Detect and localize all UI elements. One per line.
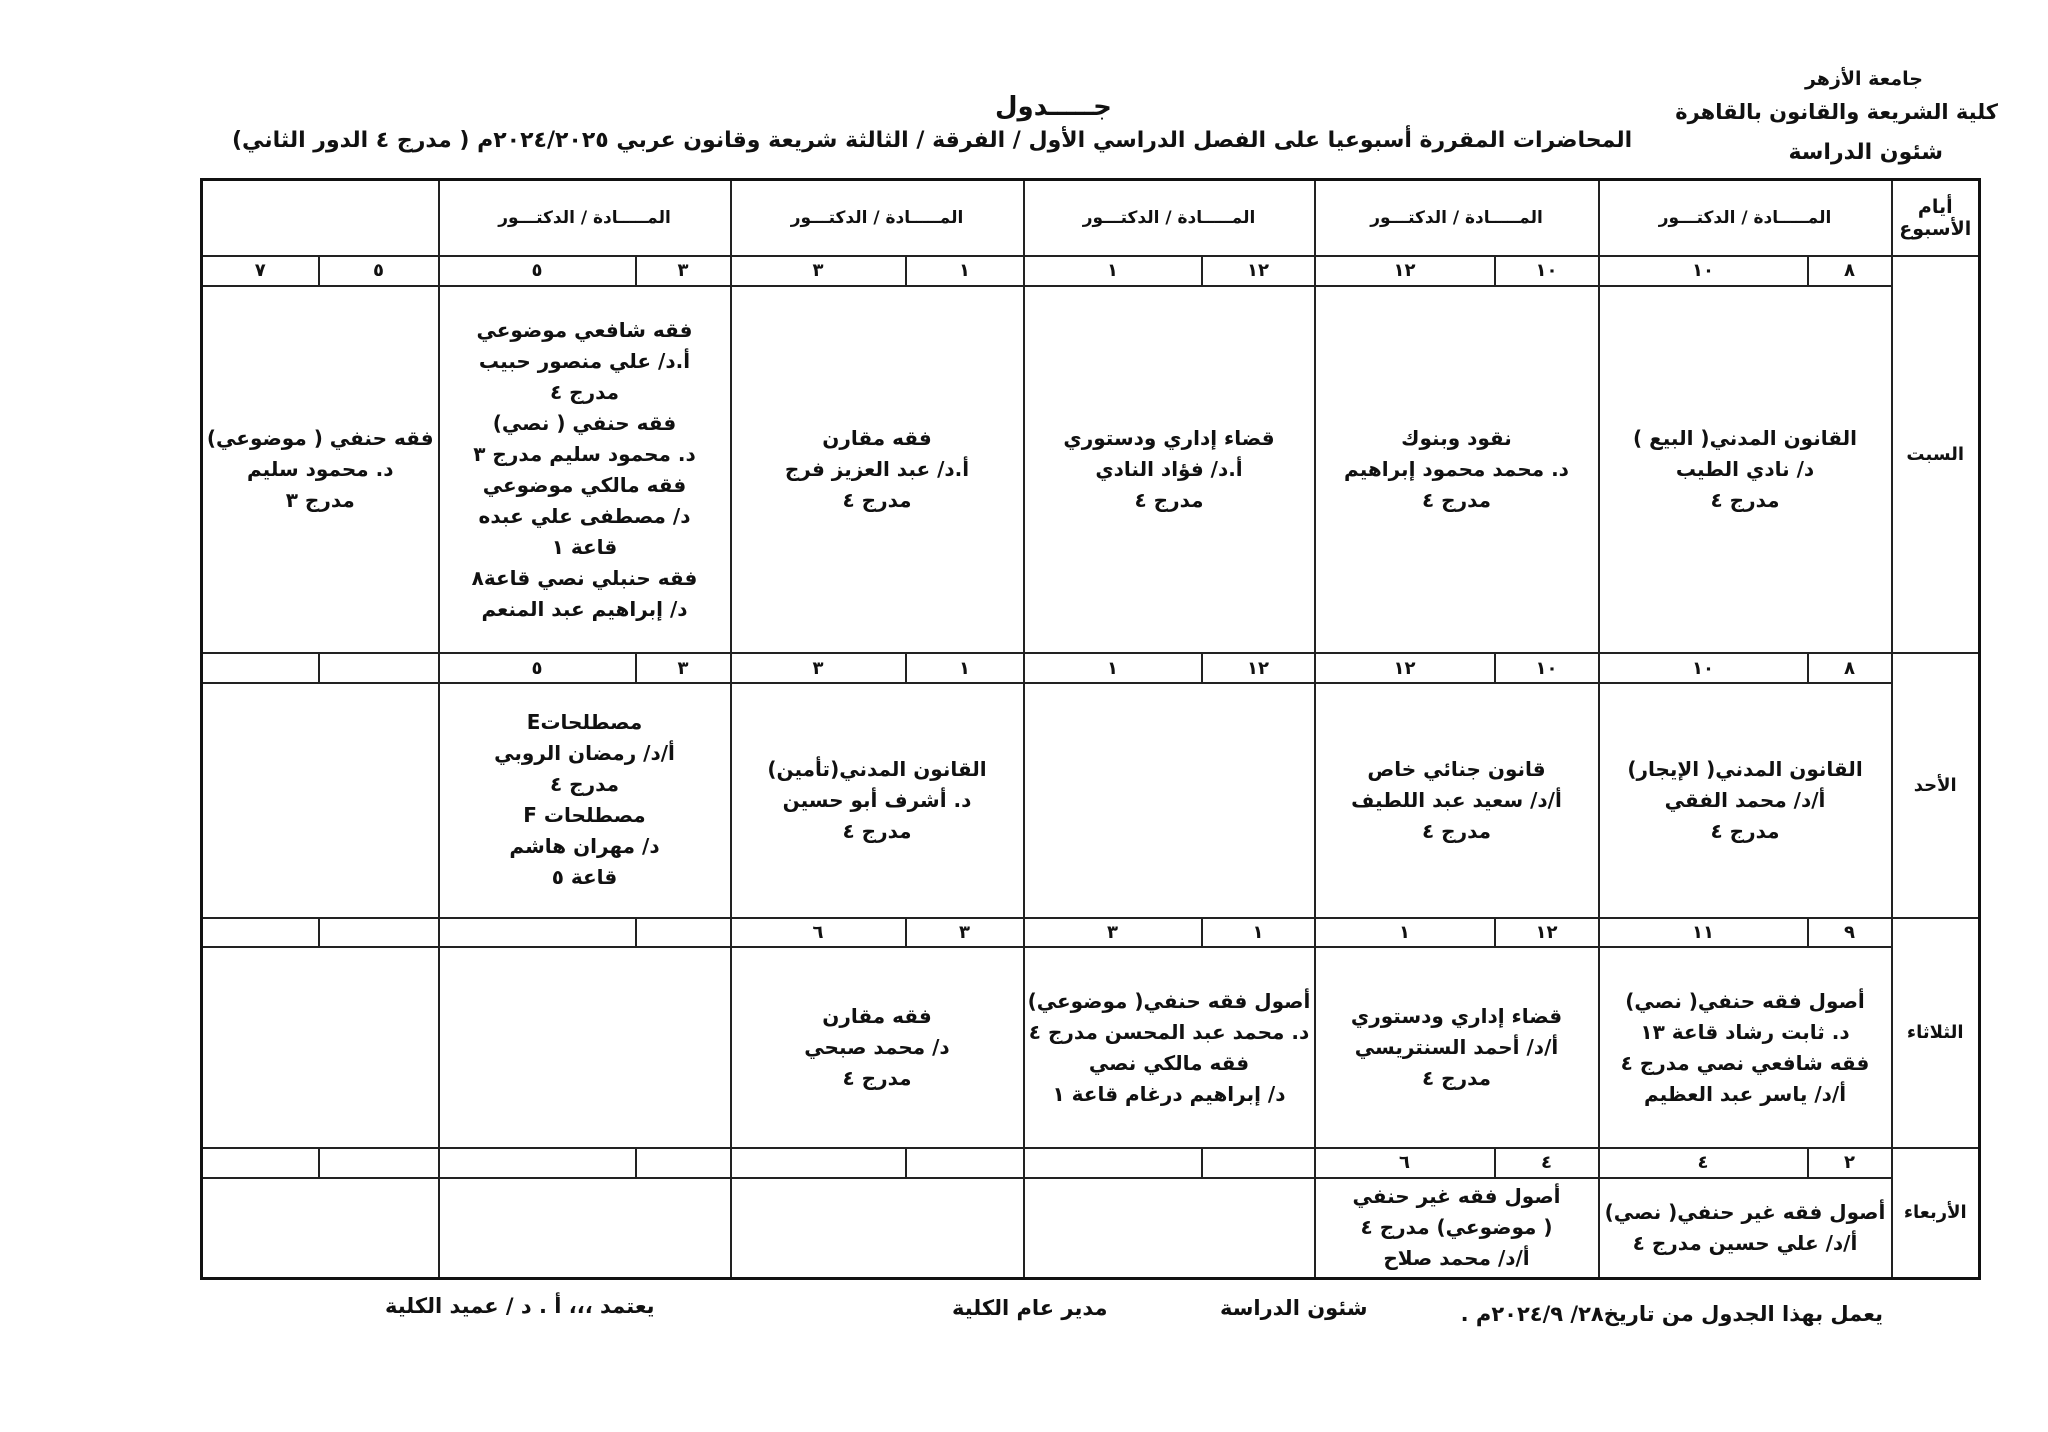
session-line: القانون المدني(تأمين) xyxy=(767,756,987,781)
session-cell xyxy=(202,683,439,918)
session-cell xyxy=(1315,947,1599,1148)
session-cell xyxy=(439,286,731,654)
time-cell xyxy=(636,918,731,948)
day-row-saturday xyxy=(202,286,1980,654)
time-row xyxy=(202,1148,1980,1178)
time-cell xyxy=(319,653,439,683)
session-line: فقه حنبلي نصي قاعة٨ xyxy=(471,565,698,590)
time-cell: ٣ xyxy=(906,918,1024,948)
session-cell xyxy=(1024,947,1315,1148)
session-line: أ/د/ محمد الفقي xyxy=(1664,787,1826,812)
session-line: د/ إبراهيم عبد المنعم xyxy=(481,596,688,621)
time-cell: ١٠ xyxy=(1495,653,1599,683)
session-cell xyxy=(1599,683,1892,918)
time-cell: ٨ xyxy=(1808,653,1892,683)
day-column-header: أيام الأسبوع xyxy=(1892,180,1980,257)
time-cell xyxy=(439,1148,636,1178)
session-line: د/ إبراهيم درغام قاعة ١ xyxy=(1052,1081,1286,1106)
time-cell: ١٢ xyxy=(1202,256,1315,286)
session-line: مدرج ٤ xyxy=(1421,1066,1492,1091)
session-line: نقود وبنوك xyxy=(1401,426,1512,451)
session-line: مصطلحات F xyxy=(523,803,646,828)
time-cell: ٦ xyxy=(731,918,906,948)
session-cell xyxy=(1024,286,1315,654)
session-line: مدرج ٤ xyxy=(549,772,620,797)
session-cell xyxy=(1315,286,1599,654)
time-cell xyxy=(731,1148,906,1178)
time-cell: ١١ xyxy=(1599,918,1808,948)
session-cell xyxy=(731,286,1024,654)
session-line: مدرج ٤ xyxy=(842,488,912,513)
time-cell: ٤ xyxy=(1599,1148,1808,1178)
time-cell: ٧ xyxy=(202,256,319,286)
session-cell xyxy=(1599,1178,1892,1279)
time-cell: ٦ xyxy=(1315,1148,1495,1178)
time-cell: ١٠ xyxy=(1599,653,1808,683)
session-line: ( موضوعي) مدرج ٤ xyxy=(1360,1215,1553,1240)
signature-director: مدير عام الكلية xyxy=(952,1296,1108,1320)
session-line: أصول فقه غير حنفي xyxy=(1352,1184,1561,1209)
column-header: المـــــادة / الدكتـــور xyxy=(439,180,731,257)
session-line: أ/د/ أحمد السنتريسي xyxy=(1354,1035,1559,1060)
time-cell xyxy=(906,1148,1024,1178)
session-line: مدرج ٤ xyxy=(842,818,912,843)
time-cell xyxy=(1202,1148,1315,1178)
time-cell: ٣ xyxy=(1024,918,1202,948)
session-line: قاعة ٥ xyxy=(551,865,618,890)
time-cell: ١٠ xyxy=(1495,256,1599,286)
session-line: د/ نادي الطيب xyxy=(1675,457,1815,482)
time-row xyxy=(202,256,1980,286)
time-cell: ٩ xyxy=(1808,918,1892,948)
session-line: د. محمد محمود إبراهيم xyxy=(1344,457,1569,482)
session-line: فقه مقارن xyxy=(822,1004,932,1029)
column-header: المـــــادة / الدكتـــور xyxy=(1599,180,1892,257)
day-row-tuesday xyxy=(202,947,1980,1148)
document-title: جـــــدول xyxy=(995,92,1112,122)
day-label-tuesday: الثلاثاء xyxy=(1892,918,1980,1148)
time-cell: ٥ xyxy=(439,653,636,683)
session-line: فقه حنفي ( موضوعي) xyxy=(206,426,434,451)
session-cell xyxy=(202,286,439,654)
time-cell: ١ xyxy=(906,256,1024,286)
time-row xyxy=(202,918,1980,948)
time-cell: ١٢ xyxy=(1495,918,1599,948)
time-cell: ١ xyxy=(1024,256,1202,286)
session-cell xyxy=(1024,683,1315,918)
time-cell xyxy=(319,1148,439,1178)
session-line: مصطلحاتE xyxy=(526,710,643,735)
time-cell: ٣ xyxy=(636,256,731,286)
time-cell: ٥ xyxy=(319,256,439,286)
signature-dean: يعتمد ،،، أ . د / عميد الكلية xyxy=(385,1294,655,1318)
time-cell: ٤ xyxy=(1495,1148,1599,1178)
session-line: د/ مصطفى علي عبده xyxy=(478,503,691,528)
session-line: فقه حنفي ( نصي) xyxy=(492,410,677,435)
session-cell xyxy=(731,683,1024,918)
column-header: المـــــادة / الدكتـــور xyxy=(1315,180,1599,257)
session-line: أ/د/ سعيد عبد اللطيف xyxy=(1351,787,1562,812)
time-cell: ١ xyxy=(1024,653,1202,683)
session-line: قضاء إداري ودستوري xyxy=(1063,426,1275,451)
session-line: د/ محمد صبحي xyxy=(804,1035,950,1060)
column-header xyxy=(202,180,439,257)
session-line: أ/د/ علي حسين مدرج ٤ xyxy=(1632,1230,1858,1255)
session-line: أ/د/ محمد صلاح xyxy=(1383,1246,1530,1271)
time-cell: ١٢ xyxy=(1315,653,1495,683)
session-line: القانون المدني( البيع ) xyxy=(1633,426,1857,451)
session-line: مدرج ٤ xyxy=(549,379,620,404)
session-cell xyxy=(439,683,731,918)
department-name: شئون الدراسة xyxy=(1788,140,1943,165)
time-cell xyxy=(202,1148,319,1178)
session-line: قضاء إداري ودستوري xyxy=(1350,1004,1563,1029)
session-line: مدرج ٤ xyxy=(1710,818,1780,843)
session-cell xyxy=(1599,286,1892,654)
day-label-wednesday: الأربعاء xyxy=(1892,1148,1980,1279)
session-line: قاعة ١ xyxy=(551,534,618,559)
time-cell: ١٢ xyxy=(1315,256,1495,286)
schedule-table xyxy=(200,178,1981,1280)
session-line: مدرج ٤ xyxy=(1421,818,1492,843)
university-name: جامعة الأزهر xyxy=(1804,68,1923,90)
time-cell xyxy=(636,1148,731,1178)
session-line: مدرج ٣ xyxy=(285,488,355,513)
time-cell xyxy=(319,918,439,948)
session-line: أصول فقه حنفي( نصي) xyxy=(1625,988,1865,1013)
time-cell: ١ xyxy=(1202,918,1315,948)
time-cell xyxy=(1024,1148,1202,1178)
session-line: د. أشرف أبو حسين xyxy=(782,787,972,812)
session-line: د. ثابت رشاد قاعة ١٣ xyxy=(1640,1019,1850,1044)
time-cell xyxy=(202,918,319,948)
session-cell xyxy=(202,1178,439,1279)
faculty-name: كلية الشريعة والقانون بالقاهرة xyxy=(1675,100,1998,124)
session-cell xyxy=(202,947,439,1148)
day-label-saturday: السبت xyxy=(1892,256,1980,653)
time-cell: ٢ xyxy=(1808,1148,1892,1178)
time-row xyxy=(202,653,1980,683)
session-line: د/ مهران هاشم xyxy=(509,834,660,859)
time-cell: ١٠ xyxy=(1599,256,1808,286)
session-line: فقه شافعي نصي مدرج ٤ xyxy=(1620,1050,1870,1075)
session-line: مدرج ٤ xyxy=(1710,488,1780,513)
day-row-wednesday xyxy=(202,1178,1980,1279)
session-cell xyxy=(439,1178,731,1279)
signature-affairs: شئون الدراسة xyxy=(1220,1296,1368,1320)
session-cell xyxy=(1315,683,1599,918)
session-cell xyxy=(1599,947,1892,1148)
session-line: فقه شافعي موضوعي xyxy=(476,317,693,342)
time-cell: ٥ xyxy=(439,256,636,286)
time-cell: ٣ xyxy=(636,653,731,683)
session-line: القانون المدني( الإيجار) xyxy=(1627,756,1863,781)
session-line: مدرج ٤ xyxy=(842,1066,912,1091)
header-row xyxy=(202,180,1980,257)
time-cell: ٣ xyxy=(731,256,906,286)
session-line: أ.د/ عبد العزيز فرج xyxy=(784,457,970,482)
day-label-sunday: الأحد xyxy=(1892,653,1980,917)
session-line: أ/د/ ياسر عبد العظيم xyxy=(1643,1081,1847,1106)
column-header: المـــــادة / الدكتـــور xyxy=(1024,180,1315,257)
effective-date: يعمل بهذا الجدول من تاريخ٢٨/ ٢٠٢٤/٩م . xyxy=(1460,1302,1883,1326)
session-line: أصول فقه غير حنفي( نصي) xyxy=(1604,1199,1886,1224)
session-line: فقه مقارن xyxy=(822,426,932,451)
session-line: فقه مالكي موضوعي xyxy=(482,472,687,497)
session-line: د. محمود سليم مدرج ٣ xyxy=(473,441,696,466)
session-line: د. محمود سليم xyxy=(247,457,394,482)
time-cell: ١ xyxy=(1315,918,1495,948)
session-line: أصول فقه حنفي( موضوعي) xyxy=(1027,988,1311,1013)
session-cell xyxy=(439,947,731,1148)
time-cell: ١٢ xyxy=(1202,653,1315,683)
column-header: المـــــادة / الدكتـــور xyxy=(731,180,1024,257)
time-cell: ٣ xyxy=(731,653,906,683)
session-cell xyxy=(1024,1178,1315,1279)
session-line: مدرج ٤ xyxy=(1134,488,1204,513)
session-cell xyxy=(1315,1178,1599,1279)
session-line: فقه مالكي نصي xyxy=(1088,1050,1250,1075)
day-row-sunday xyxy=(202,683,1980,918)
session-line: أ.د/ علي منصور حبيب xyxy=(478,348,691,373)
session-line: قانون جنائي خاص xyxy=(1367,756,1546,781)
document-subtitle: المحاضرات المقررة أسبوعيا على الفصل الدراسي الأول / الفرقة / الثالثة شريعة وقانون عربي ٢٠٢٤/٢٠٢٥م ( مدرج ٤ الدور الثاني) xyxy=(232,128,1633,153)
session-cell xyxy=(731,947,1024,1148)
session-line: مدرج ٤ xyxy=(1421,488,1492,513)
session-line: أ/د/ رمضان الروبي xyxy=(494,741,675,766)
time-cell: ٨ xyxy=(1808,256,1892,286)
time-cell xyxy=(202,653,319,683)
session-line: أ.د/ فؤاد النادي xyxy=(1095,457,1243,482)
time-cell xyxy=(439,918,636,948)
time-cell: ١ xyxy=(906,653,1024,683)
session-line: د. محمد عبد المحسن مدرج ٤ xyxy=(1028,1019,1310,1044)
session-cell xyxy=(731,1178,1024,1279)
